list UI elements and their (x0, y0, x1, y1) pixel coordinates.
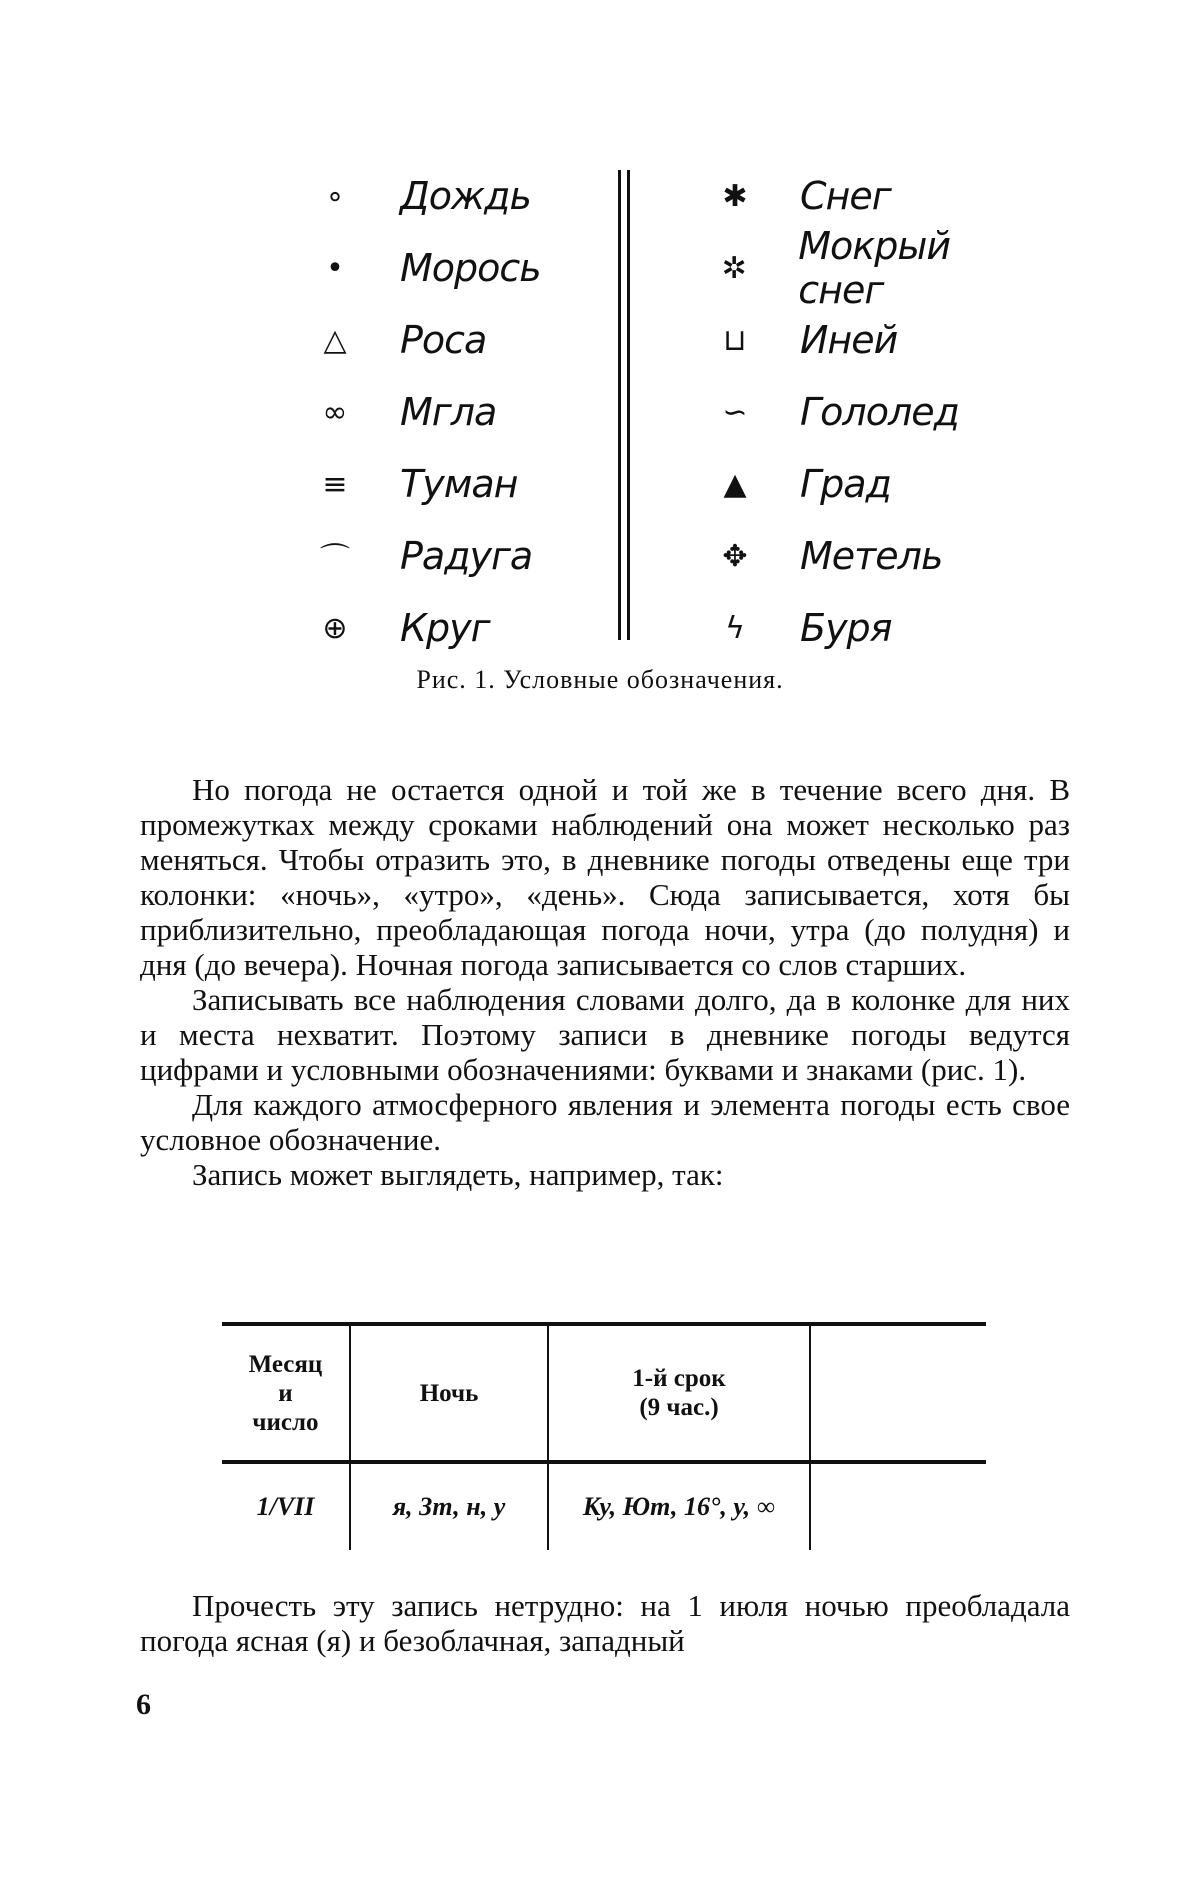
rainbow-icon: ⌒ (300, 534, 370, 578)
sleet-icon: ✲ (700, 251, 768, 286)
legend-item (300, 376, 640, 448)
snow-icon: ✱ (700, 179, 770, 214)
legend-item (700, 304, 1040, 376)
hail-icon: ▲ (700, 467, 770, 502)
table-header-row (222, 1324, 986, 1462)
page-number: 6 (136, 1688, 151, 1722)
paragraph: Но погода не остается одной и той же в течение всего дня. В промежутках между сроками наблюдений она может несколько раз меняться. Чтобы отразить это, в дневнике погоды отведены еще три колонки: «ночь», «утро», «день». Сюда записывается, хотя бы приблизительно, преобладающая погода ночи, утра (до полудня) и дня (до вечера). Ночная погода записывается со слов старших. (140, 772, 1070, 982)
body-text-continued (140, 1588, 1070, 1658)
legend-label: Роса (400, 318, 486, 362)
legend-label: Туман (400, 462, 518, 506)
header-month-day (222, 1324, 350, 1462)
example-record-table (222, 1322, 986, 1550)
legend-item (700, 592, 1040, 664)
legend-item (700, 160, 1040, 232)
legend-item (700, 448, 1040, 520)
legend-right-column (700, 160, 1040, 664)
legend-label: Град (800, 462, 891, 506)
dew-icon: △ (300, 323, 370, 358)
header-empty (810, 1324, 986, 1462)
header-first-observation (548, 1324, 810, 1462)
cell-night: я, Зт, н, у (350, 1462, 548, 1550)
legend-label: Буря (800, 606, 892, 650)
legend-item (300, 304, 640, 376)
cell-date: 1/VII (222, 1462, 350, 1550)
legend-item (300, 520, 640, 592)
haze-icon: ∞ (300, 395, 370, 430)
legend-label: Иней (800, 318, 897, 362)
legend-item (300, 160, 640, 232)
paragraph: Для каждого атмосферного явления и элемента погоды есть свое условное обозначение. (140, 1087, 1070, 1157)
rain-icon: ∘ (300, 179, 370, 214)
legend-label: Мокрый снег (798, 224, 1040, 312)
frost-icon: ⊔ (700, 323, 770, 358)
header-line: (9 час.) (549, 1393, 809, 1422)
header-night: Ночь (350, 1324, 548, 1462)
cell-empty (810, 1462, 986, 1550)
glaze-ice-icon: ∽ (700, 395, 770, 430)
table-row (222, 1462, 986, 1550)
header-line: 1-й срок (549, 1364, 809, 1393)
legend-item (700, 520, 1040, 592)
paragraph: Запись может выглядеть, например, так: (140, 1157, 1070, 1192)
paragraph: Прочесть эту запись нетрудно: на 1 июля ночью преобладала погода ясная (я) и безоблачная, западный (140, 1588, 1070, 1658)
cell-first-observation: Ку, Ют, 16°, у, ∞ (548, 1462, 810, 1550)
legend-label: Мгла (400, 390, 496, 434)
legend-label: Круг (400, 606, 490, 650)
legend-item (700, 376, 1040, 448)
storm-icon: ϟ (700, 611, 770, 646)
legend-label: Гололед (800, 390, 959, 434)
header-line: и (222, 1379, 349, 1408)
drizzle-icon: • (300, 251, 370, 286)
legend-item (300, 232, 640, 304)
weather-symbols-legend (300, 160, 1020, 630)
blizzard-icon: ✥ (700, 539, 770, 574)
legend-label: Дождь (400, 174, 531, 218)
legend-left-column (300, 160, 640, 664)
legend-divider (618, 170, 630, 640)
halo-icon: ⊕ (300, 611, 370, 646)
figure-caption: Рис. 1. Условные обозначения. (0, 665, 1200, 695)
legend-label: Снег (800, 174, 891, 218)
header-line: Месяц (222, 1350, 349, 1379)
legend-item (300, 448, 640, 520)
legend-label: Радуга (400, 534, 532, 578)
paragraph: Записывать все наблюдения словами долго, да в колонке для них и места нехватит. Поэтому записи в дневнике погоды ведутся цифрами и условными обозначениями: буквами и знаками (рис. 1). (140, 982, 1070, 1087)
fog-icon: ≡ (300, 467, 370, 502)
body-text (140, 772, 1070, 1192)
legend-item (300, 592, 640, 664)
legend-label: Метель (800, 534, 942, 578)
book-page (0, 0, 1200, 1880)
legend-label: Морось (400, 246, 541, 290)
legend-item (700, 232, 1040, 304)
header-line: число (222, 1408, 349, 1437)
